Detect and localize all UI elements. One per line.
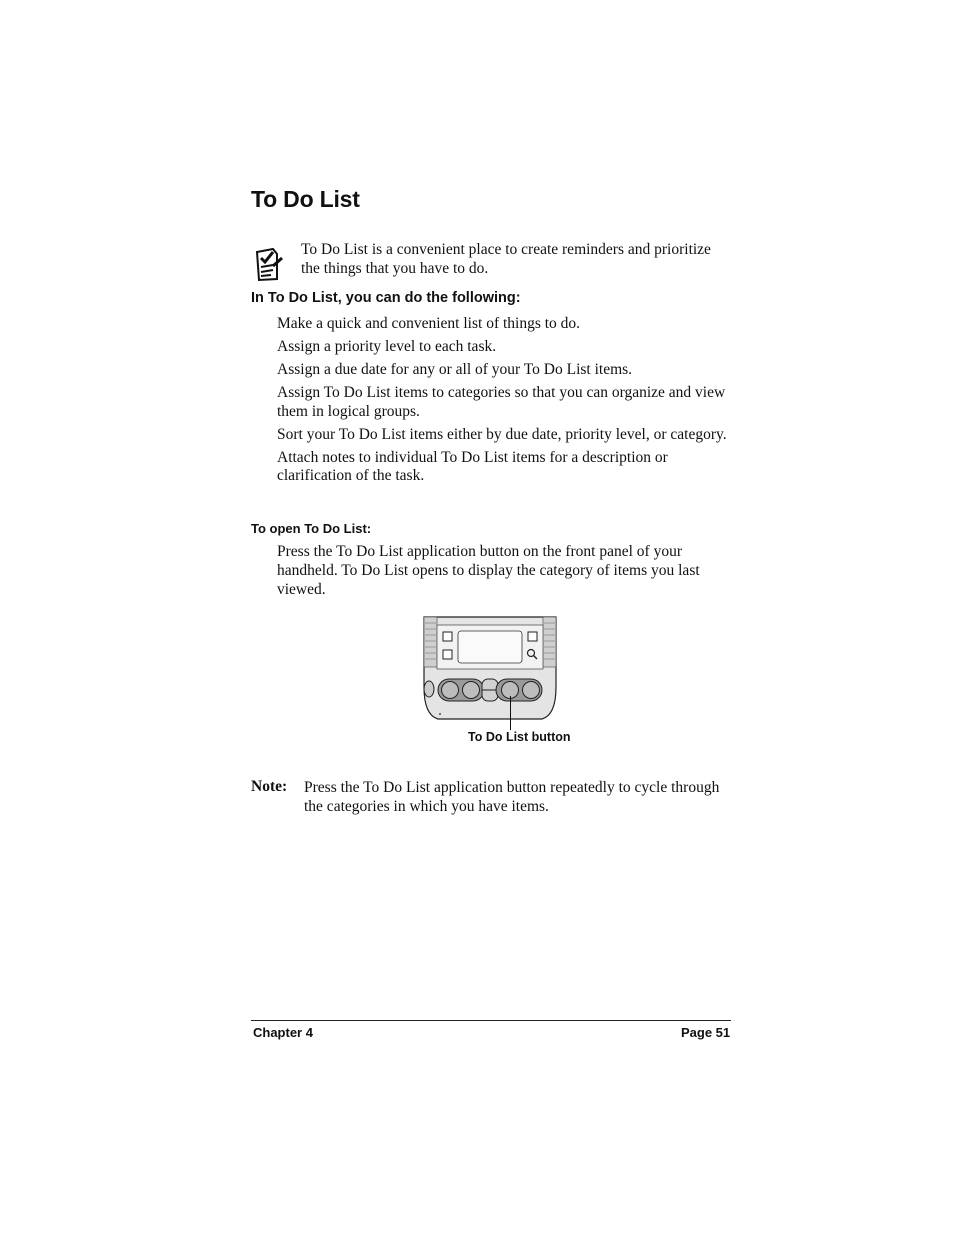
- note-label: Note:: [251, 778, 288, 795]
- open-paragraph: Press the To Do List application button on the front panel of your handheld. To Do List opens to display the category of items you last viewed.: [277, 543, 700, 598]
- checklist-icon: [253, 246, 285, 282]
- footer-page-number: Page 51: [681, 1025, 731, 1040]
- callout-leader-line: [510, 696, 511, 733]
- handheld-front-panel-illustration: [420, 615, 560, 723]
- figure-caption: To Do List button: [468, 730, 571, 744]
- feature-list: [277, 315, 737, 490]
- note-text: Press the To Do List application button repeatedly to cycle through the categories in which you have items.: [304, 779, 720, 815]
- page-title: To Do List: [251, 186, 360, 212]
- features-heading: In To Do List, you can do the following:: [251, 290, 521, 306]
- list-item: Assign a priority level to each task.: [277, 338, 497, 355]
- footer-divider: [251, 1020, 731, 1021]
- open-heading: To open To Do List:: [251, 521, 372, 536]
- list-item: Assign To Do List items to categories so that you can organize and view them in logical groups.: [277, 384, 726, 420]
- intro-paragraph: To Do List is a convenient place to create reminders and prioritize the things that you have to do.: [301, 241, 711, 277]
- list-item: Assign a due date for any or all of your To Do List items.: [277, 361, 633, 378]
- list-item: Make a quick and convenient list of things to do.: [277, 315, 581, 332]
- list-item: Sort your To Do List items either by due date, priority level, or category.: [277, 425, 727, 443]
- list-item: Attach notes to individual To Do List items for a description or clarification of the task.: [277, 448, 668, 484]
- footer-chapter: Chapter 4: [253, 1025, 313, 1040]
